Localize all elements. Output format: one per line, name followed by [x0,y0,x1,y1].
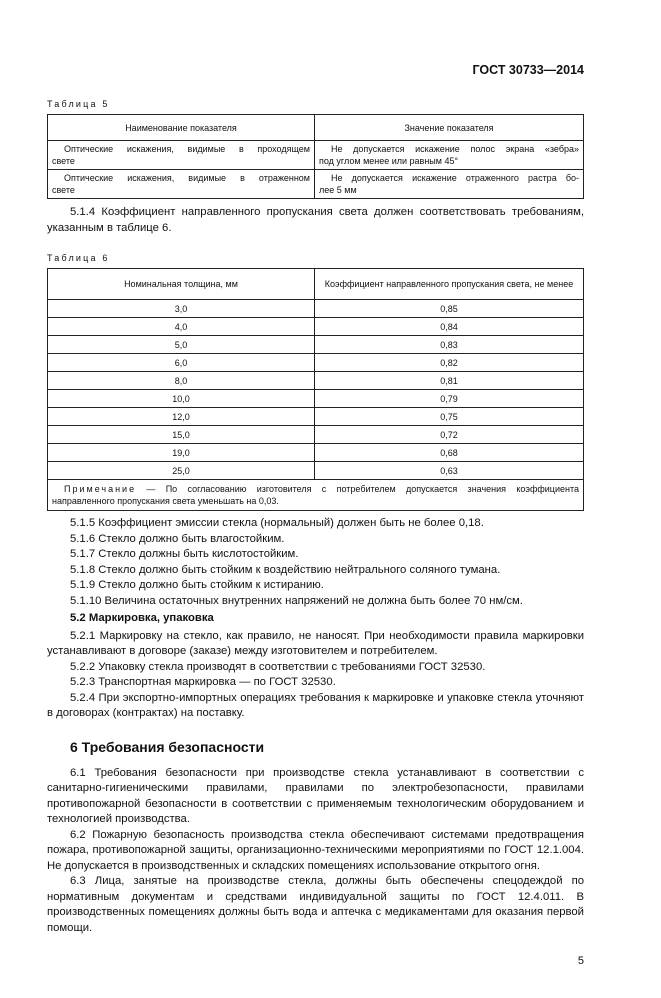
table-row [48,462,584,480]
table-cell [48,141,315,170]
cell-text: свете [52,156,75,166]
paragraph: 6.3 Лица, занятые на производстве стекла, должны быть обеспечены спецодеждой по нормативным документам и средствами индивидуальной защиты по ГОСТ 12.4.011. В производственных помещениях должны быть вода и аптечка с медикаментами для оказания первой помощи. [47,875,584,934]
document-code: ГОСТ 30733—2014 [472,63,584,77]
table-row [48,318,584,336]
table-cell: 0,75 [315,408,584,426]
table-cell: 8,0 [48,372,315,390]
table-cell: 12,0 [48,408,315,426]
table-cell: 0,84 [315,318,584,336]
table-cell: 0,68 [315,444,584,462]
column-header: Наименование показателя [48,115,315,141]
paragraph: 5.2.4 При экспортно-импортных операциях требования к маркировке и упаковке стекла уточняют в договорах (контрактах) на поставку. [47,691,584,719]
paragraph: 5.1.4 Коэффициент направленного пропускания света должен соответствовать требованиям, указанным в таблице 6. [47,206,584,234]
column-header: Значение показателя [315,115,584,141]
table-cell: 4,0 [48,318,315,336]
section-heading-6: 6 Требования безопасности [70,738,265,755]
table-cell: 10,0 [48,390,315,408]
paragraph: 5.1.8 Стекло должно быть стойким к воздействию нейтрального соляного тумана. [70,563,501,576]
table-cell: 0,79 [315,390,584,408]
table-cell [315,141,584,170]
paragraph: 6.2 Пожарную безопасность производства стекла обеспечивают системами предотвращения пожара, противопожарной защиты, организационно-техническими мероприятиями по ГОСТ 12.1.004. Не допускается в производственных и складских помещениях использование открытого огня. [47,828,584,872]
table6 [47,268,584,511]
table-row [48,354,584,372]
table-note-row [48,480,584,511]
table-cell: 0,63 [315,462,584,480]
table-cell: 0,85 [315,300,584,318]
cell-text: Оптические искажения, видимые в проходящем [64,144,310,154]
column-header: Номинальная толщина, мм [48,269,315,300]
table-row [48,444,584,462]
table-cell: 5,0 [48,336,315,354]
table5 [47,114,584,199]
table-cell: 0,81 [315,372,584,390]
table-row [48,408,584,426]
table-cell [315,170,584,199]
table-cell: 3,0 [48,300,315,318]
cell-text: лее 5 мм [319,185,357,195]
table5-caption: Таблица 5 [47,99,110,109]
note-label: Примечание [64,484,137,494]
paragraph: 5.2.3 Транспортная маркировка — по ГОСТ 32530. [70,676,336,688]
table-header-row [48,269,584,300]
table-cell: 15,0 [48,426,315,444]
table-row [48,390,584,408]
table-row [48,141,584,170]
table-cell [48,170,315,199]
cell-text: свете [52,185,75,195]
table-cell: 0,83 [315,336,584,354]
cell-text: Не допускается искажение отраженного растра бо- [331,173,579,183]
table-cell: 6,0 [48,354,315,372]
table-note [48,480,584,511]
column-header: Коэффициент направленного пропускания света, не менее [315,269,584,300]
paragraph: 5.1.7 Стекло должны быть кислотостойким. [70,548,299,560]
note-text: — По согласованию изготовителя с потребителем допускается значения коэффициента [136,484,579,494]
table-cell: 0,82 [315,354,584,372]
paragraph: 5.1.6 Стекло должно быть влагостойким. [70,532,285,545]
table-row [48,372,584,390]
table-row [48,426,584,444]
paragraph: 5.2.2 Упаковку стекла производят в соответствии с требованиями ГОСТ 32530. [70,660,486,673]
table-row [48,300,584,318]
table-row [48,336,584,354]
paragraph-5-1-4 [47,205,584,236]
table-row [48,170,584,199]
table-cell: 19,0 [48,444,315,462]
paragraph: 5.1.5 Коэффициент эмиссии стекла (нормальный) должен быть не более 0,18. [70,517,484,529]
document-page [47,0,584,998]
cell-text: под углом менее или равным 45° [319,156,459,166]
table-header-row [48,115,584,141]
paragraph: 6.1 Требования безопасности при производстве стекла устанавливают в соответствии с санитарно-гигиеническими правилами, правилами по электробезопасности, правилами противопожарной безопасности в соответствии с применяемым технологическим оборудованием и технологией производства. [47,766,584,825]
paragraphs-5-1 [47,516,584,722]
table-cell: 25,0 [48,462,315,480]
page-number: 5 [577,955,584,967]
paragraph: 5.2.1 Маркировку на стекло, как правило, не наносят. При необходимости правила маркировки устанавливают в договоре (заказе) между изготовителем и потребителем. [47,629,584,657]
table6-caption: Таблица 6 [47,253,110,263]
section-heading-5-2: 5.2 Маркировка, упаковка [70,612,214,624]
paragraph: 5.1.9 Стекло должно быть стойким к истиранию. [70,579,324,591]
section-6-body [47,766,584,937]
cell-text: Не допускается искажение полос экрана «зебра» [331,144,579,154]
cell-text: Оптические искажения, видимые в отраженном [64,173,310,183]
table-cell: 0,72 [315,426,584,444]
paragraph: 5.1.10 Величина остаточных внутренних напряжений не должна быть более 70 нм/см. [70,594,523,607]
note-text: направленного пропускания света уменьшать на 0,03. [52,496,279,506]
